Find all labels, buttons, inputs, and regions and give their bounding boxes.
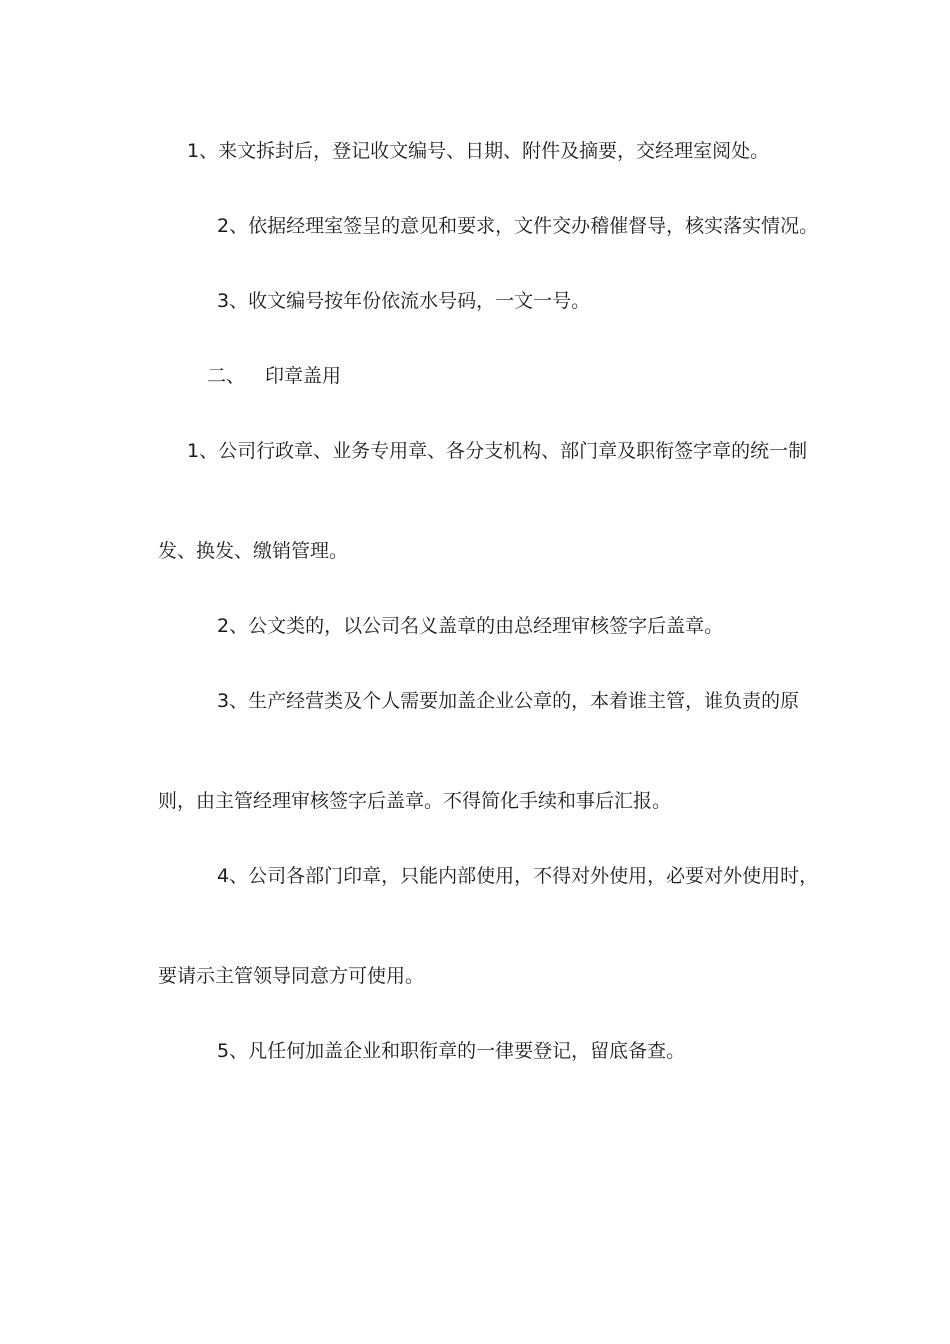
paragraph-receive-1: 1、来文拆封后，登记收文编号、日期、附件及摘要，交经理室阅处。 — [187, 140, 770, 162]
seal-item-4-line-1: 4、公司各部门印章，只能内部使用，不得对外使用，必要对外使用时， — [217, 865, 819, 887]
seal-item-1-line-2: 发、换发、缴销管理。 — [158, 540, 349, 562]
seal-item-2: 2、公文类的，以公司名义盖章的由总经理审核签字后盖章。 — [217, 615, 724, 637]
paragraph-receive-3: 3、收文编号按年份依流水号码，一文一号。 — [217, 290, 591, 312]
seal-item-4-line-2: 要请示主管领导同意方可使用。 — [158, 965, 425, 987]
section-title: 印章盖用 — [265, 365, 342, 387]
section-number: 二、 — [207, 365, 246, 387]
seal-item-3-line-2: 则，由主管经理审核签字后盖章。不得简化手续和事后汇报。 — [158, 790, 672, 812]
section-heading — [207, 364, 341, 388]
seal-item-1-line-1: 1、公司行政章、业务专用章、各分支机构、部门章及职衔签字章的统一制 — [187, 440, 808, 462]
seal-item-3-line-1: 3、生产经营类及个人需要加盖企业公章的，本着谁主管，谁负责的原 — [217, 690, 800, 712]
seal-item-5: 5、凡任何加盖企业和职衔章的一律要登记，留底备查。 — [217, 1040, 686, 1062]
paragraph-receive-2: 2、依据经理室签呈的意见和要求，文件交办稽催督导，核实落实情况。 — [217, 215, 819, 237]
